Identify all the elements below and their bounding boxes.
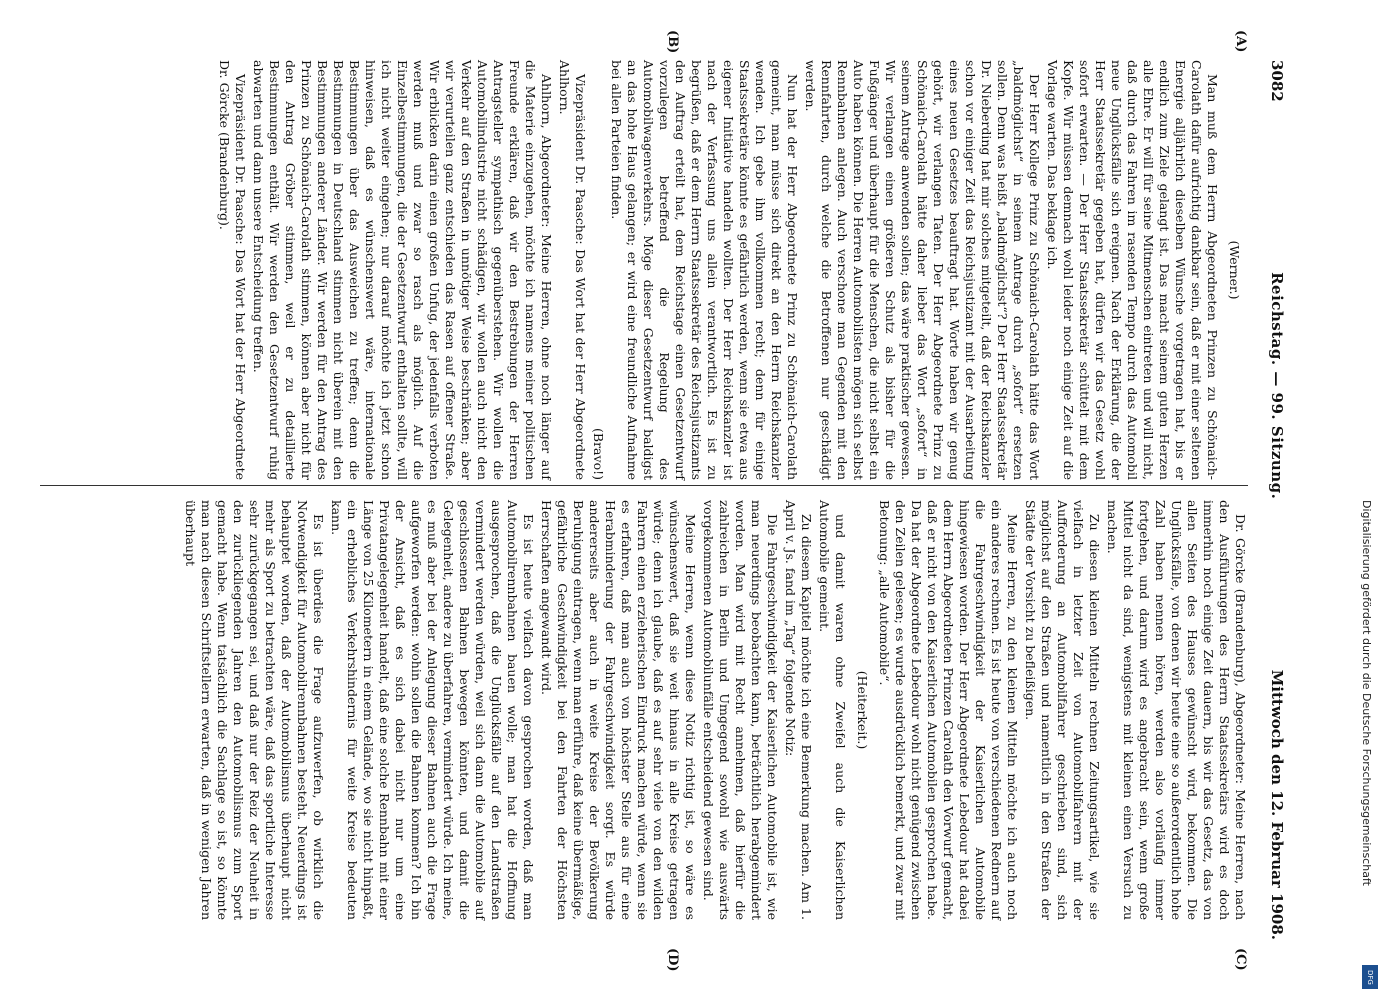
running-header bbox=[1264, 60, 1286, 940]
paragraph: Zu diesen kleinen Mitteln rechnen Zeitungsartikel, wie sie vielfach in letzter Zeit von Automobilfahrern mit der Aufforderung an Automobilfahrer geschrieben sind, sich möglichst auf den Straßen und namentlich in den Straßen der Städte der Vorsicht zu befleißigen. bbox=[1023, 500, 1102, 920]
laughter-note: (Heiterkeit.) bbox=[855, 670, 870, 750]
paragraph: Meine Herren, zu den kleinen Mitteln möchte ich auch noch ein anderes rechnen. Es ist heute von verschiedenen Rednern auf die Fahrgeschwindigkeit der Kaiserlichen Automobile hingewiesen worden. Der Herr Abgeordnete Lebedour hat dabei dem Herrn Abgeordneten Prinzen Carolath den Vorwurf gemacht, daß er nicht von den Kaiserlichen Automobilen gesprochen habe. Da hat der Abgeordnete Lebedour wohl nicht genügend zwischen den Zeilen gelesen; es wurde ausdrücklich bemerkt, und zwar mit Betonung: „alle Automobile“. bbox=[877, 500, 1020, 920]
applause-note: (Bravo!) bbox=[591, 428, 606, 480]
chair-statement: Vizepräsident Dr. Paasche: Das Wort hat der Herr Abgeordnete Dr. Görcke (Brandenburg). bbox=[217, 60, 248, 480]
paragraph: Meine Herren, wenn diese Notiz richtig ist, so wäre es wünschenswert, daß sie weit hinaus in alle Kreise getragen würde; denn ich glaube, daß es auf sehr viele von den wilden Fahrern einen erzieherischen Eindruck machen würde, wenn sie es erfahren, daß man auch von höchster Stelle aus für eine Herabminderung der Fahrgeschwindigkeit sorgt. Es würde andererseits aber auch in weite Kreise der Bevölkerung Beruhigung eintragen, wenn man erführe, daß keine übermäßige, gefährliche Geschwindigkeit bei den Fahrten der Höchsten Herrschaften angewandt wird. bbox=[539, 500, 698, 920]
paragraph: Es ist heute vielfach davon gesprochen worden, daß man Automobilrennbahnen bauen wolle; man hat die Hoffnung ausgesprochen, daß die Unglücksfälle auf den Landstraßen vermindert werden würden, weil sich dann die Automobile auf geschlossenen Bahnen bewegen könnten, und damit die Gelegenheit, andere zu überfahren, vermindert würde. Ich meine, es muß aber bei der Anlegung dieser Bahnen auch die Frage aufgeworfen werden: wohin sollen die Bahnen kommen? Ich bin der Ansicht, daß es sich dabei nicht nur um eine Privatangelegenheit handelt, daß eine solche Rennbahn mit einer Länge von 25 Kilometern in einem Gelände, wo sie nicht hinpaßt, ein erhebliches Verkehrshindernis für weite Kreise bedeuten kann. bbox=[329, 500, 536, 920]
paragraph: Nun hat der Herr Abgeordnete Prinz zu Schönaich-Carolath gemeint, man müsse sich direkt an den Herrn Reichskanzler wenden. Ich gebe ihm vollkommen recht; denn für einige Staatssekretäre könnte es gefährlich werden, wenn sie etwa aus eigener Initiative handeln wollten. Der Herr Reichskanzler ist nach der Verfassung uns allein verantwortlich. Es ist zu begrüßen, daß er dem Herrn Staatssekretär des Reichsjustizamts den Auftrag erteilt hat, dem Reichstage einen Gesetzentwurf vorzulegen betreffend die Regelung des Automobilwagenverkehrs. Möge dieser Gesetzentwurf baldigst an das hohe Haus gelangen; er wird eine freundliche Aufnahme bei allen Parteien finden. bbox=[609, 60, 800, 480]
margin-mark-c: (C) bbox=[1233, 948, 1248, 971]
paragraph: Es ist überdies die Frage aufzuwerfen, ob wirklich die Notwendigkeit für Automobilrennbahnen besteht. Neuerdings ist behauptet worden, daß der Automobilismus überhaupt nicht mehr als Sport zu betrachten wäre, daß das sportliche Interesse sehr zurückgegangen sei, und daß nur der Reiz der Neuheit in den zurückliegenden Jahren den Automobilismus zum Sport gemacht habe. Wenn tatsächlich die Sachlage so ist, so könnte man nach diesen Schriftstellern erwarten, daß in wenigen Jahren überhaupt bbox=[183, 500, 326, 920]
paragraph: Der Herr Kollege Prinz zu Schönaich-Carolath hätte das Wort „baldmöglichst“ in seinem Antrage durch „sofort“ ersetzen sollen. Denn was heißt „baldmöglichst“? Der Herr Staatssekretär Dr. Nieberding hat mir solches mitgeteilt, daß der Reichskanzler schon vor einiger Zeit das Reichsjustizamt mit der Ausarbeitung eines neuen Gesetzes beauftragt hat. Worte haben wir genug gehört, wir verlangen Taten. Der Herr Abgeordnete Prinz zu Schönaich-Carolath hätte daher lieber das Wort „sofort“ in seinem Antrage anwenden sollen; das wäre praktischer gewesen. Wir verlangen einen größeren Schutz als bisher für die Fußgänger und überhaupt für die Menschen, die nicht selbst ein Auto haben können. Die Herren Automobilisten mögen sich selbst Rennbahnen anlegen. Auch verschone man Gegenden mit den Rennfahrten, durch welche die Betroffenen nur geschädigt werden. bbox=[803, 60, 1042, 480]
digitization-note bbox=[1357, 500, 1375, 990]
paragraph: und damit waren ohne Zweifel auch die Kaiserlichen Automobile gemeint. bbox=[817, 500, 848, 920]
continued-speaker: (Werner.) bbox=[1227, 240, 1242, 300]
digitization-note-text: Digitalisierung gefördert durch die Deutsche Forschungsgemeinschaft bbox=[1360, 500, 1373, 886]
paragraph: Zu diesem Kapitel möchte ich eine Bemerkung machen. Am 1. April v. Js. fand im „Tag“ folgende Notiz: bbox=[783, 500, 814, 920]
column-divider bbox=[40, 485, 1248, 486]
margin-mark-b: (B) bbox=[665, 30, 680, 54]
quoted-notice: Die Fahrgeschwindigkeit der Kaiserlichen Automobile ist, wie man neuerdings beobachten kann, beträchtlich herabgemindert worden. Man wird mit Recht annehmen, daß hierfür die zahlreichen in Berlin und Umgegend sowohl wie auswärts vorgekommenen Automobilunfälle entscheidend gewesen sind. bbox=[701, 500, 780, 920]
speech-paragraph: Ahlhorn, Abgeordneter: Meine Herren, ohne noch länger auf die Materie einzugehen, möchte ich namens meiner politischen Freunde erklären, daß wir den Bestrebungen der Herren Antragsteller sympathisch gegenüberstehen. Wir wollen die Automobilindustrie nicht schädigen, wir wollen auch nicht den Verkehr auf den Straßen in unnötiger Weise beschränken; aber wir verurteilen ganz entschieden das Rasen auf offener Straße. Wir erblicken darin einen großen Unfug, der jedenfalls verboten werden muß und zwar so rasch als möglich. Auf die Einzelbestimmungen, die der Gesetzentwurf enthalten sollte, will ich nicht weiter eingehen; nur darauf möchte ich jetzt schon hinweisen, daß es wünschenswert wäre, internationale Bestimmungen über das Ausweichen zu treffen; denn die Bestimmungen in Deutschland stimmen nicht überein mit den Bestimmungen anderer Länder. Wir werden für den Antrag des Prinzen zu Schönaich-Carolath stimmen, können aber nicht für den Antrag Gröber stimmen, weil er zu detaillierte Bestimmungen enthält. Wir werden den Gesetzentwurf ruhig abwarten und dann unsere Entscheidung treffen. bbox=[251, 60, 554, 480]
chair-statement: Vizepräsident Dr. Paasche: Das Wort hat der Herr Abgeordnete Ahlhorn. bbox=[557, 60, 588, 480]
right-column bbox=[20, 500, 1248, 920]
page-number: 3082 bbox=[1268, 60, 1286, 102]
left-column bbox=[20, 60, 1248, 480]
paragraph: Dr. Görcke (Brandenburg), Abgeordneter: Meine Herren, nach den Ausführungen des Herrn Staatssekretärs wird es doch immerhin noch einige Zeit dauern, bis wir das Gesetz, das von allen Seiten des Hauses gewünscht wird, bekommen. Die Unglücksfälle, von denen wir heute eine so außerordentlich hohe Zahl haben nennen hören, werden also vorläufig immer fortgehen, und darum wird es angebracht sein, wenn große Mittel nicht da sind, wenigstens mit kleinen einen Versuch zu machen. bbox=[1105, 500, 1248, 920]
dfg-logo-icon: DFG bbox=[1362, 965, 1378, 989]
margin-mark-d: (D) bbox=[665, 948, 680, 972]
paragraph: Man muß dem Herrn Abgeordneten Prinzen zu Schönaich-Carolath dafür aufrichtig dankbar sein, daß er mit einer seltenen Energie alljährlich dieselben Wünsche vorgetragen hat, bis er endlich zum Ziele gelangt ist. Das macht seinem guten Herzen alle Ehre. Er will für seine Mitmenschen eintreten und will nicht, daß durch das Fahren im rasenden Tempo durch das Automobil neue Unglücksfälle sich ereignen. Nach der Erklärung, die der Herr Staatssekretär gegeben hat, dürfen wir das Gesetz wohl sofort erwarten. — Der Herr Staatssekretär schüttelt mit dem Kopfe. Wir müssen demnach wohl leider noch einige Zeit auf die Vorlage warten. Das beklage ich. bbox=[1045, 60, 1220, 480]
margin-mark-a: (A) bbox=[1233, 30, 1248, 53]
session-date: Mittwoch den 12. Februar 1908. bbox=[1268, 669, 1286, 940]
session-title: Reichstag. — 99. Sitzung. bbox=[1268, 272, 1286, 500]
